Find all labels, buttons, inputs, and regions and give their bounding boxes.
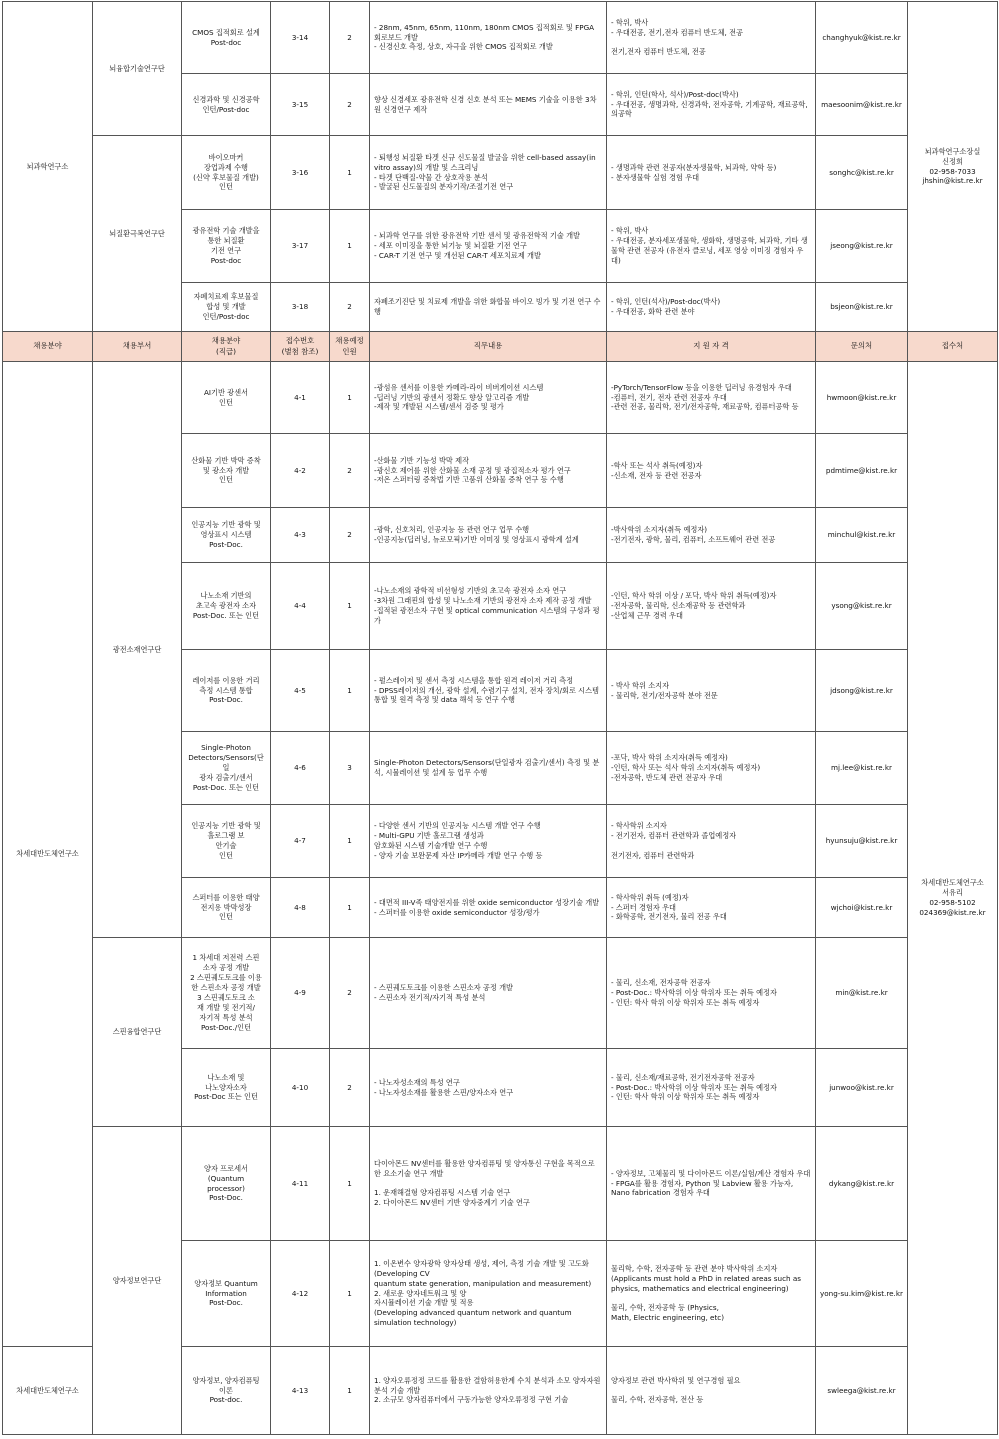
count-cell: 1 <box>330 1347 370 1435</box>
email-link[interactable]: wjchoi@kist.re.kr <box>816 878 908 938</box>
count-cell: 1 <box>330 878 370 938</box>
code-cell: 4-6 <box>271 732 330 805</box>
qualifications-cell: - 학사학위 취득 (예정)자 - 스퍼터 경험자 우대 - 화학공학, 전기전자, 물리 전공 우대 <box>607 878 816 938</box>
email-link[interactable]: yong-su.kim@kist.re.kr <box>816 1241 908 1347</box>
position-cell: 양자정보 Quantum Information Post-Doc. <box>182 1241 271 1347</box>
duties-cell: - 대면적 III-V족 태양전지를 위한 oxide semiconductor 성장기술 개발 - 스퍼터를 이용한 oxide semiconductor 성장/평가 <box>370 878 607 938</box>
count-cell: 1 <box>330 650 370 732</box>
header-headcount: 채용예정 인원 <box>330 332 370 362</box>
email-link[interactable]: changhyuk@kist.re.kr <box>816 2 908 74</box>
duties-cell: - 나노자성소재의 특성 연구 - 나노자성소재를 활용한 스핀/양자소자 연구 <box>370 1049 607 1127</box>
qualifications-cell: - 물리, 신소재, 전자공학 전공자 - Post-Doc.: 박사학위 이상 학위자 또는 취득 예정자 - 인턴: 학사 학위 이상 학위자 또는 취득 예정자 <box>607 938 816 1049</box>
qualifications-cell: - 학위, 박사 - 우대전공, 분자세포생물학, 생화학, 생명공학, 뇌과학, 기타 생물학 관련 전공자 (유전자 클로닝, 세포 영상 이미징 경험자 우대) <box>607 210 816 283</box>
qualifications-cell: -인턴, 학사 학위 이상 / 포닥, 박사 학위 취득(예정)자 -전자공학, 물리학, 신소재공학 등 관련학과 -산업체 근무 경력 우대 <box>607 563 816 650</box>
count-cell: 3 <box>330 732 370 805</box>
position-cell: CMOS 집적회로 설계 Post-doc <box>182 2 271 74</box>
qualifications-cell: -학사 또는 석사 취득(예정)자 -신소재, 전자 등 관련 전공자 <box>607 434 816 508</box>
duties-cell: - 펄스레이저 및 센서 측정 시스템을 통합 원격 레이저 거리 측정 - DPSS레이저의 개선, 광학 설계, 수렴기구 설치, 전자 장치/회로 시스템 통합 및 원격 측정 및 data 해석 등 연구 수행 <box>370 650 607 732</box>
code-cell: 4-4 <box>271 563 330 650</box>
duties-cell: 다이아몬드 NV센터를 활용한 양자컴퓨팅 및 양자통신 구현을 목적으로 한 요소기술 연구 개발 1. 운재해결형 양자컴퓨팅 시스템 기술 연구 2. 다이아몬드 NV센터 기반 양자중계기 기술 연구 <box>370 1127 607 1241</box>
table-row <box>3 938 998 1049</box>
position-cell: 바이오마커 장업과제 수행 (신약 후보물질 개발) 인턴 <box>182 136 271 210</box>
position-cell: 레이저를 이용한 거리 측정 시스템 통합 Post-Doc. <box>182 650 271 732</box>
code-cell: 3-17 <box>271 210 330 283</box>
duties-cell: 1. 이온변수 양자광학 양자상태 생성, 제어, 측정 기술 개발 및 고도화 (Developing CV quantum state generation, manipulation and measurement) 2. 새로운 양자네트워크 및 양 자시뮬레이션 기술 개발 및 적용 (Developing advanced quantum network and quantum simulation technology) <box>370 1241 607 1347</box>
email-link[interactable]: hyunsuju@kist.re.kr <box>816 805 908 878</box>
duties-cell: - 28nm, 45nm, 65nm, 110nm, 180nm CMOS 집적회로 및 FPGA 회로보드 개발 - 신경신호 측정, 상호, 자극을 위한 CMOS 집적회로 개발 <box>370 2 607 74</box>
qualifications-cell: - 물리, 신소재/재료공학, 전기전자공학 전공자 - Post-Doc.: 박사학위 이상 학위자 또는 취득 예정자 - 인턴: 학사 학위 이상 학위자 또는 취득 예정자 <box>607 1049 816 1127</box>
qualifications-cell: -포닥, 박사 학위 소지자(취득 예정자) -인턴, 학사 또는 석사 학위 소지자(취득 예정자) -전자공학, 반도체 관련 전공자 우대 <box>607 732 816 805</box>
header-contact: 문의처 <box>816 332 908 362</box>
code-cell: 4-13 <box>271 1347 330 1435</box>
qualifications-cell: - 학위, 인턴(석사)/Post-doc(박사) - 우대전공, 화학 관련 분야 <box>607 283 816 332</box>
position-cell: 자폐치료제 후보물질 합성 및 개발 인턴/Post-doc <box>182 283 271 332</box>
table-header-row <box>3 332 998 362</box>
position-cell: 신경과학 및 신경공학 인턴/Post-doc <box>182 74 271 136</box>
duties-cell: -산화물 기반 기능성 박막 제작 -광신호 제어를 위한 산화물 소재 공정 및 광집적소자 평가 연구 -저온 스퍼터링 증착법 기반 고품위 산화물 증착 연구 등 수행 <box>370 434 607 508</box>
email-link[interactable]: mj.lee@kist.re.kr <box>816 732 908 805</box>
header-code: 접수번호 (별첨 참조) <box>271 332 330 362</box>
position-cell: 1 차세대 저전력 스핀 소자 공정 개발 2 스핀궤도토크를 이용 한 스핀소자 공정 개발 3 스핀궤도토크 소 재 개발 및 전기적/ 자기적 특성 분석 Post-Doc./인턴 <box>182 938 271 1049</box>
duties-cell: - 퇴행성 뇌질환 타겟 신규 신도물질 발굴을 위한 cell-based assay(in vitro assay)의 개발 및 스크리닝 - 타겟 단백질-약물 간 상호작용 분석 - 발굴된 신도물질의 분자기작/조절기전 연구 <box>370 136 607 210</box>
count-cell: 2 <box>330 434 370 508</box>
email-link[interactable]: junwoo@kist.re.kr <box>816 1049 908 1127</box>
table-row <box>3 1127 998 1241</box>
qualifications-cell: - 양자정보, 고체물리 및 다이아몬드 이론/실험/계산 경험자 우대 - FPGA를 활용 경험자, Python 및 Labview 활용 가능자, Nano fabrication 경험자 우대 <box>607 1127 816 1241</box>
email-link[interactable]: dykang@kist.re.kr <box>816 1127 908 1241</box>
unit-cell: 양자정보연구단 <box>93 1127 182 1435</box>
duties-cell: 1. 양자오류정정 코드를 활용한 결함허용한계 수치 분석과 소모 양자자원 분석 기술 개발 2. 소규모 양자컴퓨터에서 구동가능한 양자오류정정 구현 기술 <box>370 1347 607 1435</box>
code-cell: 4-5 <box>271 650 330 732</box>
count-cell: 2 <box>330 938 370 1049</box>
email-link[interactable]: jseong@kist.re.kr <box>816 210 908 283</box>
duties-cell: - 뇌과학 연구를 위한 광유전학 기반 센서 및 광유전학적 기술 개발 - 세포 이미징을 통한 뇌기능 및 뇌질환 기전 연구 - CAR-T 기전 연구 및 개선된 CAR-T 세포치료제 개발 <box>370 210 607 283</box>
unit-cell: 스핀융합연구단 <box>93 938 182 1127</box>
code-cell: 4-7 <box>271 805 330 878</box>
email-link[interactable]: hwmoon@kist.re.kr <box>816 362 908 434</box>
position-cell: 나노소재 및 나노양자소자 Post-Doc 또는 인턴 <box>182 1049 271 1127</box>
code-cell: 4-2 <box>271 434 330 508</box>
unit-cell: 광전소재연구단 <box>93 362 182 938</box>
count-cell: 2 <box>330 283 370 332</box>
email-link[interactable]: jdsong@kist.re.kr <box>816 650 908 732</box>
count-cell: 2 <box>330 74 370 136</box>
code-cell: 3-16 <box>271 136 330 210</box>
unit-cell: 뇌질환극복연구단 <box>93 136 182 332</box>
email-link[interactable]: ysong@kist.re.kr <box>816 563 908 650</box>
header-qualifications: 지 원 자 격 <box>607 332 816 362</box>
contact-cell: 뇌과학연구소장실 신정희 02-958-7033 jhshin@kist.re.kr <box>908 2 998 332</box>
qualifications-cell: - 학위, 박사 - 우대전공, 전기,전자 컴퓨터 반도체, 전공 전기,전자 컴퓨터 반도체, 전공 <box>607 2 816 74</box>
count-cell: 1 <box>330 136 370 210</box>
duties-cell: Single-Photon Detectors/Sensors(단일광자 검출기/센서) 측정 및 분석, 시뮬레이션 및 설계 등 업무 수행 <box>370 732 607 805</box>
table-row <box>3 136 998 210</box>
code-cell: 4-11 <box>271 1127 330 1241</box>
position-cell: 나노소재 기반의 초고속 광전자 소자 Post-Doc. 또는 인턴 <box>182 563 271 650</box>
count-cell: 1 <box>330 1127 370 1241</box>
count-cell: 1 <box>330 362 370 434</box>
position-cell: AI기반 광센서 인턴 <box>182 362 271 434</box>
code-cell: 3-18 <box>271 283 330 332</box>
code-cell: 3-14 <box>271 2 330 74</box>
count-cell: 2 <box>330 2 370 74</box>
email-link[interactable]: minchul@kist.re.kr <box>816 508 908 563</box>
qualifications-cell: - 학위, 인턴(학사, 석사)/Post-doc(박사) - 우대전공, 생명과학, 신경과학, 전자공학, 기계공학, 재료공학, 의공학 <box>607 74 816 136</box>
count-cell: 1 <box>330 563 370 650</box>
count-cell: 1 <box>330 1241 370 1347</box>
position-cell: 스퍼터를 이용한 태양 전지용 박막성장 인턴 <box>182 878 271 938</box>
header-dept: 채용분야 <box>3 332 93 362</box>
code-cell: 4-10 <box>271 1049 330 1127</box>
dept-cell: 뇌과학연구소 <box>3 2 93 332</box>
code-cell: 4-1 <box>271 362 330 434</box>
position-cell: 인공지능 기반 광학 및 홀로그램 보 안기술 인턴 <box>182 805 271 878</box>
qualifications-cell: -박사학위 소지자(취득 예정자) -전기전자, 광학, 물리, 컴퓨터, 소프트웨어 관련 전공 <box>607 508 816 563</box>
code-cell: 4-3 <box>271 508 330 563</box>
qualifications-cell: - 박사 학위 소지자 - 물리학, 전기/전자공학 분야 전문 <box>607 650 816 732</box>
table-row <box>3 2 998 74</box>
dept-cell: 차세대반도체연구소 <box>3 1347 93 1435</box>
header-position: 채용분야 (직급) <box>182 332 271 362</box>
email-link[interactable]: pdmtime@kist.re.kr <box>816 434 908 508</box>
code-cell: 3-15 <box>271 74 330 136</box>
position-cell: Single-Photon Detectors/Sensors(단일 광자 검출기/센서 Post-Doc. 또는 인턴 <box>182 732 271 805</box>
header-unit: 채용부서 <box>93 332 182 362</box>
duties-cell: -광학, 신호처리, 인공지능 등 관련 연구 업무 수행 -인공지능(딥러닝, 뉴로모픽)기반 이미징 및 영상표시 광학계 설계 <box>370 508 607 563</box>
duties-cell: -나노소재의 광학적 비선형성 기반의 초고속 광전자 소자 연구 -3차원 그래핀의 합성 및 나노소재 기반의 광전자 소자 제작 공정 개발 -집적된 광전소자 구현 및 optical communication 시스템의 구성과 평가 <box>370 563 607 650</box>
position-cell: 양자 프로세서(Quantum processor) Post-Doc. <box>182 1127 271 1241</box>
email-link[interactable]: swleega@kist.re.kr <box>816 1347 908 1435</box>
position-cell: 양자정보, 양자컴퓨팅 이론 Post-doc. <box>182 1347 271 1435</box>
recruitment-table <box>2 1 998 1435</box>
dept-cell: 차세대반도체연구소 <box>3 362 93 1347</box>
duties-cell: - 다양한 센서 기반의 인공지능 시스템 개발 연구 수행 - Multi-GPU 기반 홀로그램 생성과 암호화된 시스템 기술개발 연구 수행 - 양자 기술 보완문제 자산 IP카메라 개발 연구 수행 등 <box>370 805 607 878</box>
qualifications-cell: 양자정보 관련 박사학위 및 연구경험 필요 물리, 수학, 전자공학, 전산 등 <box>607 1347 816 1435</box>
email-link[interactable]: songhc@kist.re.kr <box>816 136 908 210</box>
email-link[interactable]: min@kist.re.kr <box>816 938 908 1049</box>
code-cell: 4-12 <box>271 1241 330 1347</box>
duties-cell: - 스핀궤도토크를 이용한 스핀소자 공정 개발 - 스핀소자 전기적/자기적 특성 분석 <box>370 938 607 1049</box>
table-row <box>3 362 998 434</box>
header-submit: 접수처 <box>908 332 998 362</box>
count-cell: 2 <box>330 1049 370 1127</box>
position-cell: 산화물 기반 박막 증착 및 광소자 개발 인턴 <box>182 434 271 508</box>
contact-cell: 차세대반도체연구소 서유리 02-958-5102 024369@kist.re.kr <box>908 362 998 1435</box>
qualifications-cell: -PyTorch/TensorFlow 등을 이용한 딥러닝 유경험자 우대 -컴퓨터, 전기, 전자 관련 전공자 우대 -관련 전공, 물리학, 전기/전자공학, 재료공학, 컴퓨터공학 등 <box>607 362 816 434</box>
header-duties: 직무내용 <box>370 332 607 362</box>
qualifications-cell: - 생명과학 관련 전공자(분자생물학, 뇌과학, 약학 등) - 분자생물학 실험 경험 우대 <box>607 136 816 210</box>
email-link[interactable]: maesoonim@kist.re.kr <box>816 74 908 136</box>
count-cell: 1 <box>330 805 370 878</box>
position-cell: 인공지능 기반 광학 및 영상표시 시스템 Post-Doc. <box>182 508 271 563</box>
code-cell: 4-9 <box>271 938 330 1049</box>
count-cell: 1 <box>330 210 370 283</box>
count-cell: 2 <box>330 508 370 563</box>
code-cell: 4-8 <box>271 878 330 938</box>
duties-cell: 향상 신경세포 광유전학 신경 신호 분석 또는 MEMS 기술을 이용한 3차원 신경연구 제작 <box>370 74 607 136</box>
unit-cell: 뇌융합기술연구단 <box>93 2 182 136</box>
qualifications-cell: 물리학, 수학, 전자공학 등 관련 분야 박사학위 소지자 (Applicants must hold a PhD in related areas such as physics, mathematics and electrical engineering) 물리, 수학, 전자공학 등 (Physics, Math, Electric engineering, etc) <box>607 1241 816 1347</box>
duties-cell: -광섬유 센서를 이용한 카메라-라이 비버게이션 시스템 -딥러닝 기반의 광센서 정확도 향상 알고리즘 개발 -제작 및 개발된 시스템/센서 검증 및 평가 <box>370 362 607 434</box>
position-cell: 광유전학 기술 개발을 통한 뇌질환 기전 연구 Post-doc <box>182 210 271 283</box>
duties-cell: 자폐조기진단 및 치료제 개발을 위한 화합물 바이오 빙가 및 기전 연구 수행 <box>370 283 607 332</box>
email-link[interactable]: bsjeon@kist.re.kr <box>816 283 908 332</box>
qualifications-cell: - 학사학위 소지자 - 전기전자, 컴퓨터 관련학과 졸업예정자 전기전자, 컴퓨터 관련학과 <box>607 805 816 878</box>
